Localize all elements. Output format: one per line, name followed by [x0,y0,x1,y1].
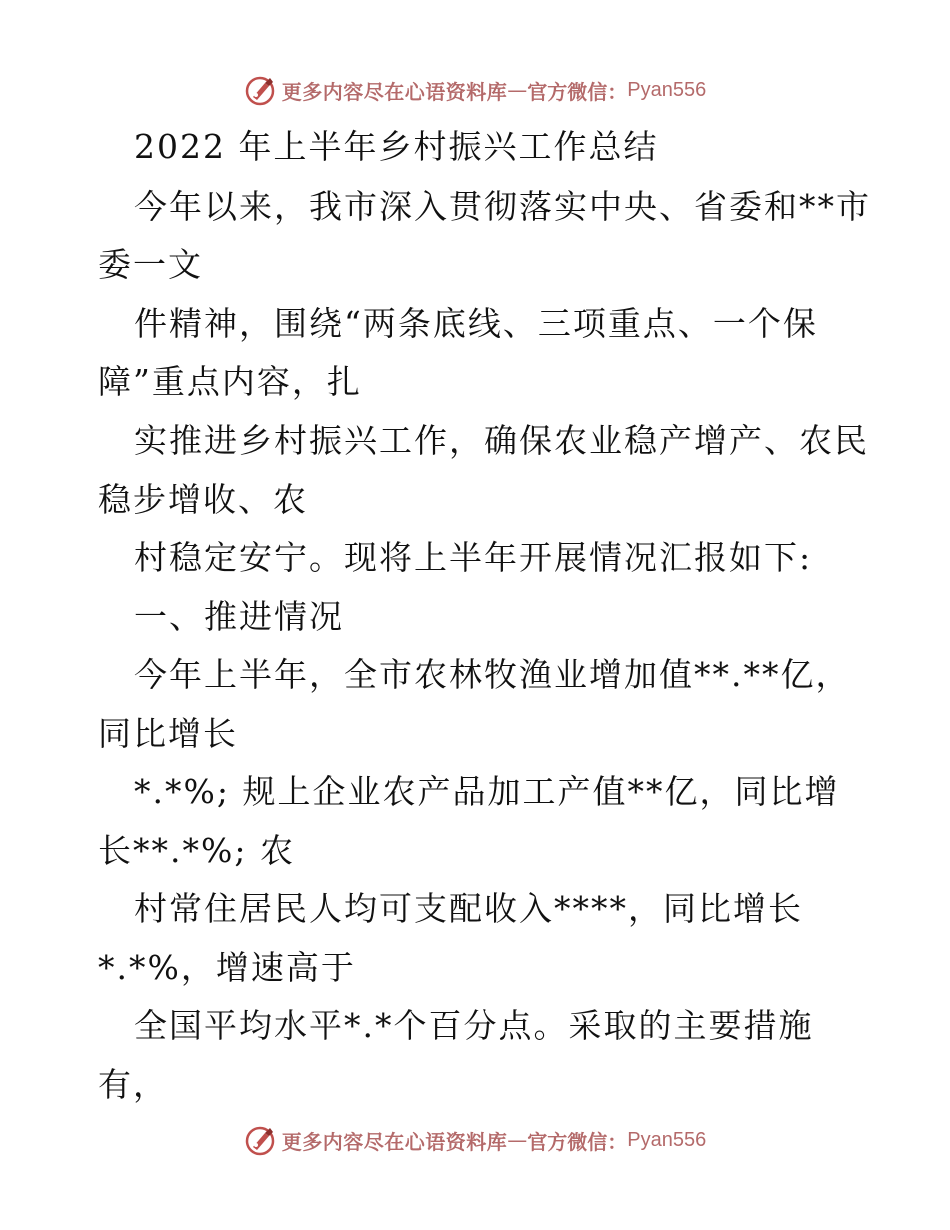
watermark-wechat-label: 官方微信： [527,79,628,104]
watermark-separator: — [507,78,528,102]
pen-logo-icon [244,73,278,107]
text-line: 长**.*%; 农 [98,831,295,870]
text-line: 同比增长 [98,714,238,753]
text-line: 稳步增收、农 [98,480,308,519]
text-line: 障”重点内容，扎 [98,362,362,401]
text-line: 实推进乡村振兴工作，确保农业稳产增产、农民 [134,421,869,460]
watermark-wechat-id: Pyan556 [627,78,707,101]
pen-logo-icon [244,1123,278,1157]
text-line: 全国平均水平*.*个百分点。采取的主要措施 [134,1006,814,1045]
text-line: 村稳定安宁。现将上半年开展情况汇报如下: [134,538,813,577]
text-line: 有， [98,1065,168,1104]
text-line: *.*%; 规上企业农产品加工产值**亿，同比增 [134,772,840,811]
watermark-wechat-label: 官方微信： [527,1129,628,1154]
text-line: 今年以来，我市深入贯彻落实中央、省委和**市 [134,187,871,226]
text-line: 今年上半年，全市农林牧渔业增加值**.**亿， [134,655,851,694]
watermark-text: 更多内容尽在心语资料库 [281,79,508,104]
watermark-wechat-id: Pyan556 [627,1128,707,1151]
document-title: 2022 年上半年乡村振兴工作总结 [134,127,659,166]
watermark-banner-bottom [0,1120,950,1160]
watermark-text: 更多内容尽在心语资料库 [281,1129,508,1154]
text-line: 委一文 [98,245,203,284]
text-line: *.*%，增速高于 [98,948,356,987]
watermark-separator: — [507,1128,528,1152]
text-line: 件精神，围绕“两条底线、三项重点、一个保 [134,304,818,343]
text-line: 村常住居民人均可支配收入****，同比增长 [134,889,803,928]
section-heading: 一、推进情况 [134,597,344,636]
watermark-banner-top [0,70,950,110]
